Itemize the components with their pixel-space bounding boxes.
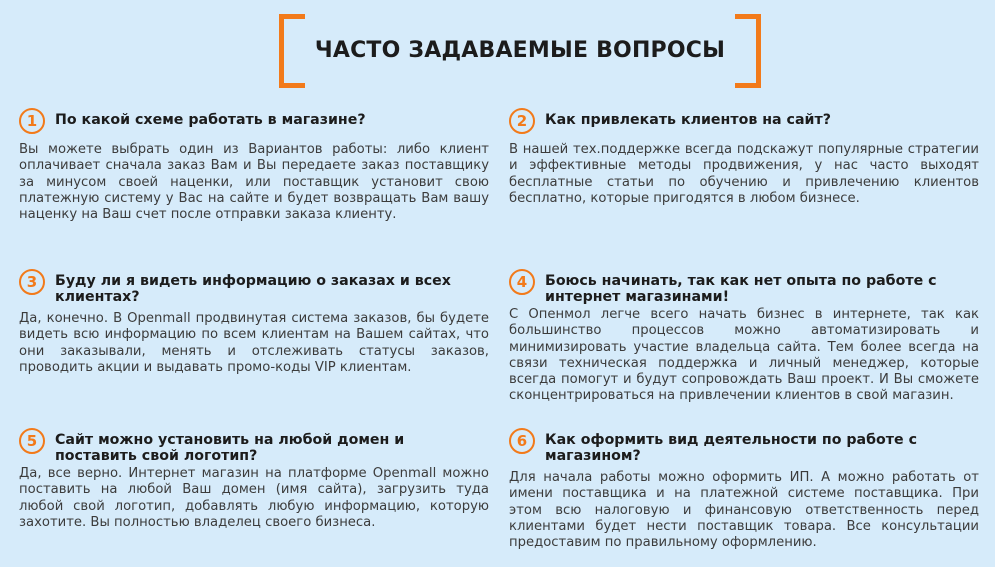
- faq-item-3: [19, 269, 489, 376]
- number-circle-icon: 3: [19, 269, 45, 295]
- faq-header: [19, 108, 489, 136]
- faq-question: Как привлекать клиентов на сайт?: [545, 112, 831, 128]
- faq-answer: Да, все верно. Интернет магазин на платформе Openmall можно поставить на любой Ваш домен (имя сайта), загрузить туда любой свой логотип, добавлять любую информацию, которую захотите. Вы полностью владелец своего бизнеса.: [19, 466, 489, 530]
- faq-item-4: [509, 269, 979, 405]
- faq-answer: Для начала работы можно оформить ИП. А можно работать от имени поставщика и на платежной системе поставщика. При этом всю налоговую и финансовую ответственность перед клиентами будет нести поставщик товара. Все консультации предоставим по правильному оформлению.: [509, 470, 979, 551]
- faq-item-5: [19, 428, 489, 531]
- number-circle-icon: 4: [509, 269, 535, 295]
- faq-item-2: [509, 108, 979, 207]
- faq-answer: Вы можете выбрать один из Вариантов работы: либо клиент оплачивает сначала заказ Вам и Вы передаете заказ поставщику за минусом своей наценки, или поставщик установит свою платежную систему у Вас на сайте и будет возвращать Вам вашу наценку на Ваш счет после отправки заказа клиенту.: [19, 142, 489, 223]
- faq-question: Как оформить вид деятельности по работе с магазином?: [545, 432, 917, 464]
- faq-header: [509, 108, 979, 136]
- faq-header: [19, 428, 489, 464]
- faq-question: Буду ли я видеть информацию о заказах и всех клиентах?: [55, 273, 451, 305]
- faq-question: Сайт можно установить на любой домен и поставить свой логотип?: [55, 432, 405, 464]
- faq-header: [509, 428, 979, 464]
- number-circle-icon: 6: [509, 428, 535, 454]
- faq-header: [509, 269, 979, 305]
- faq-header: [19, 269, 489, 305]
- title-frame: [279, 14, 761, 88]
- number-circle-icon: 5: [19, 428, 45, 454]
- faq-answer: Да, конечно. В Openmall продвинутая система заказов, бы будете видеть всю информацию по всем клиентам на Вашем сайтах, что они заказывали, менять и отслеживать статусы заказов, проводить акции и выдавать промо-коды VIP клиентам.: [19, 311, 489, 375]
- page-title: ЧАСТО ЗАДАВАЕМЫЕ ВОПРОСЫ: [314, 38, 726, 63]
- faq-question: По какой схеме работать в магазине?: [55, 112, 366, 128]
- number-circle-icon: 2: [509, 108, 535, 134]
- number-circle-icon: 1: [19, 108, 45, 134]
- faq-answer: В нашей тех.поддержке всегда подскажут популярные стратегии и эффективные методы продвижения, у нас часто выходят бесплатные статьи по обучению и привлечению клиентов бесплатно, которые пригодятся в любом бизнесе.: [509, 142, 979, 206]
- faq-item-1: [19, 108, 489, 223]
- faq-item-6: [509, 428, 979, 551]
- faq-question: Боюсь начинать, так как нет опыта по работе с интернет магазинами!: [545, 273, 937, 305]
- faq-answer: С Опенмол легче всего начать бизнес в интернете, так как большинство процессов можно автоматизировать и минимизировать участие владельца сайта. Тем более всегда на связи техническая поддержка и личный менеджер, которые всегда помогут и будут сопровождать Ваш проект. И Вы сможете сконцентрироваться на привлечении клиентов в свой магазин.: [509, 307, 979, 404]
